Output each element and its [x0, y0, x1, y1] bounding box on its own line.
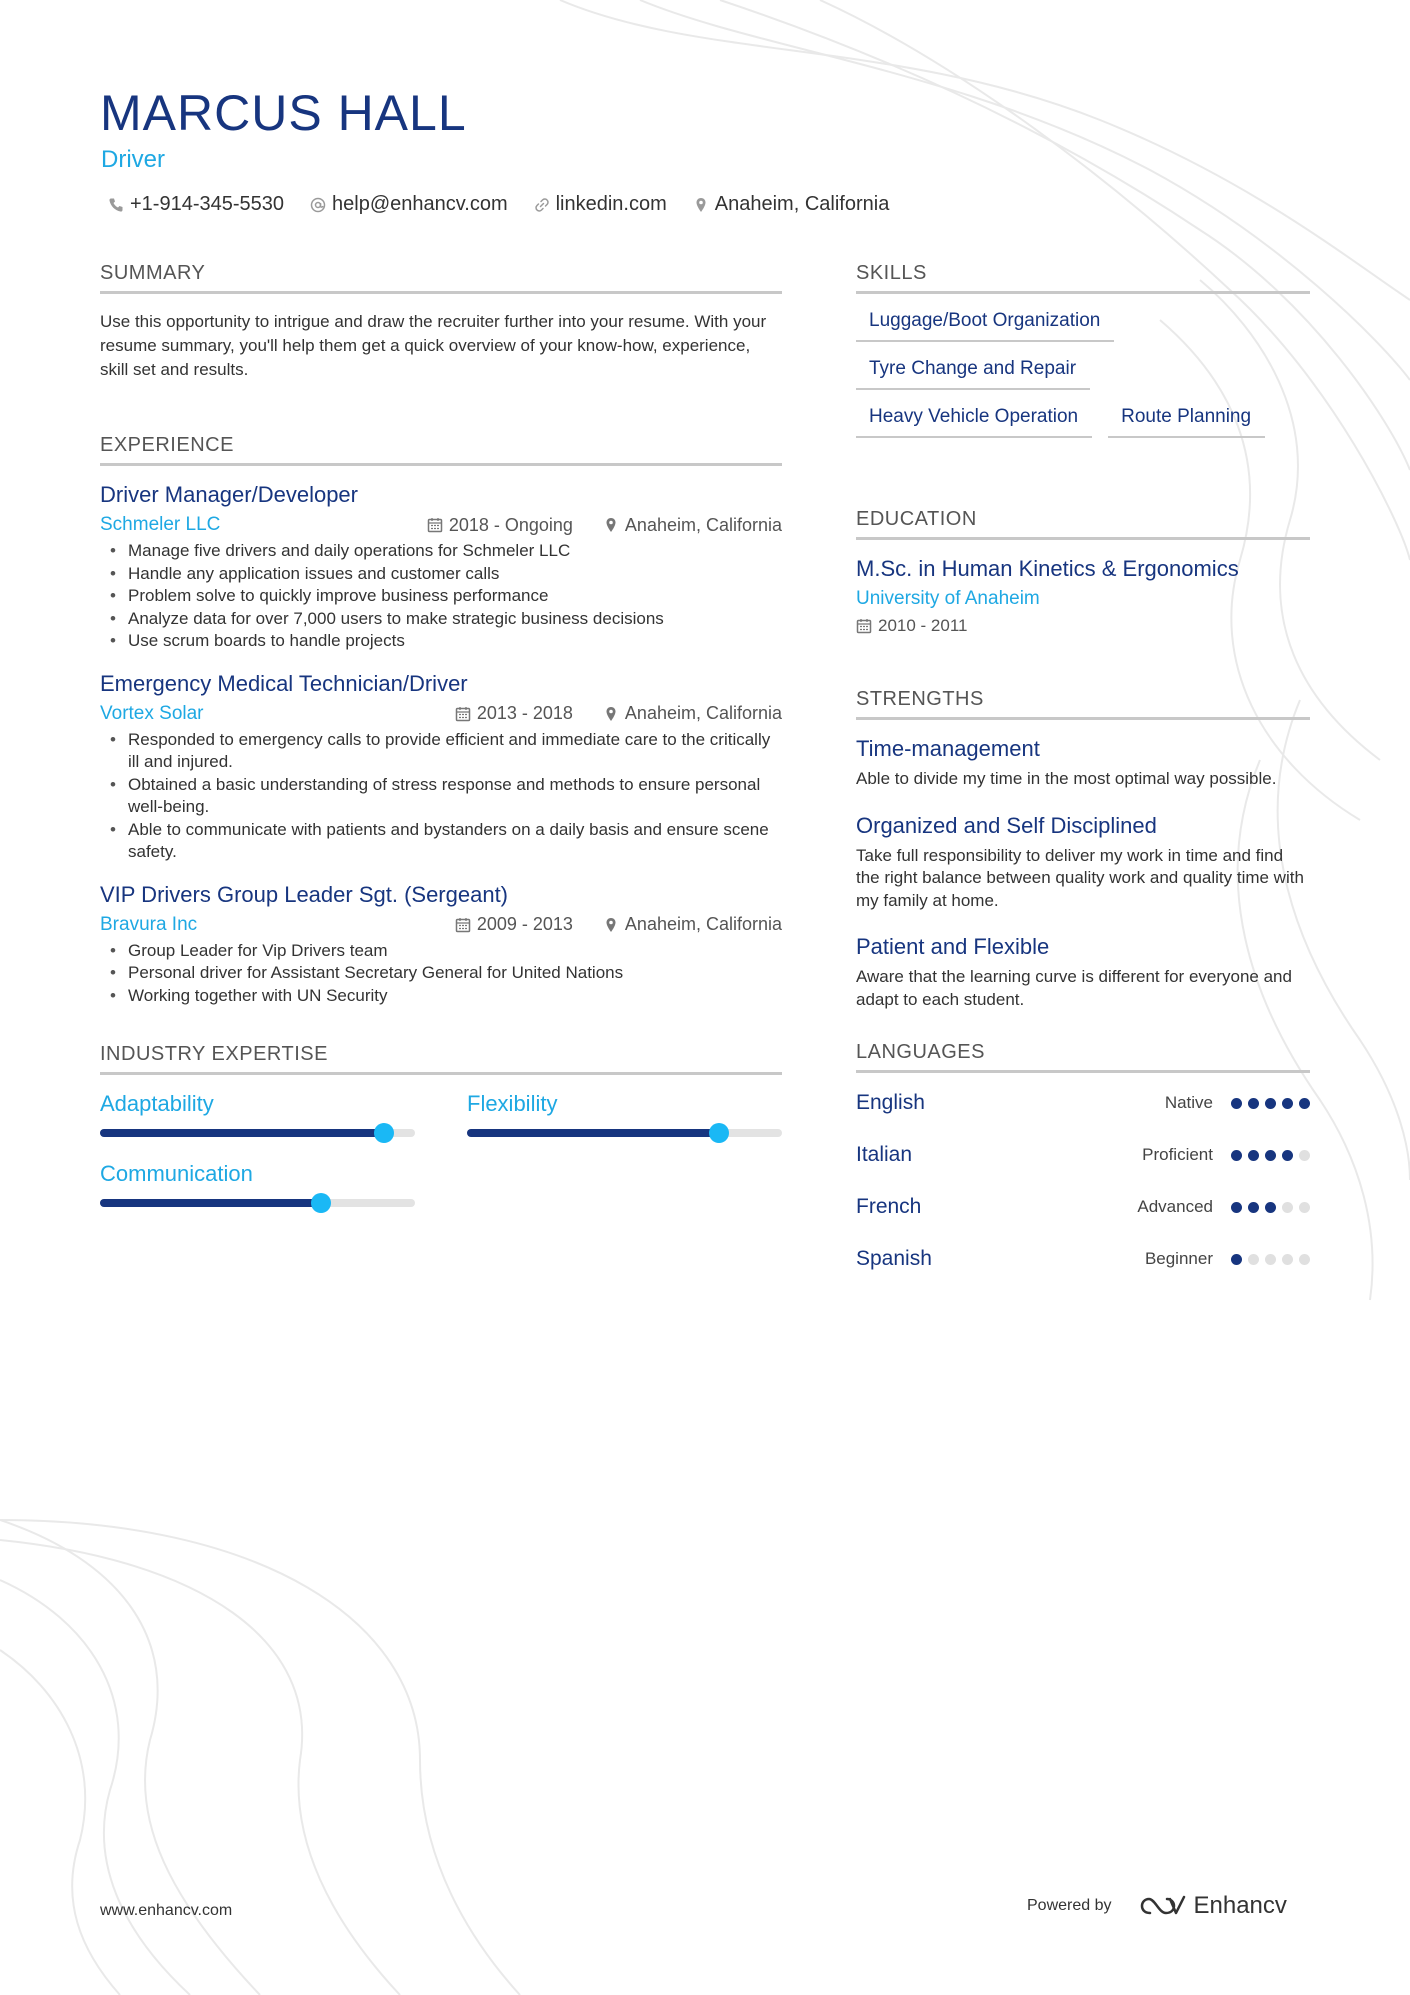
- contact-bar: [108, 193, 889, 216]
- language-proficiency: [1145, 1249, 1310, 1269]
- summary-text: Use this opportunity to intrigue and draw the recruiter further into your resume. With your resume summary, you'll help them get a quick overview of your know-how, experience, skill set and results.: [100, 312, 767, 379]
- experience-location-text: Anaheim, California: [624, 703, 782, 723]
- contact-linkedin[interactable]: [534, 193, 667, 216]
- enhancv-logo-icon: [1140, 1893, 1186, 1919]
- expertise-grid: [100, 1091, 782, 1207]
- language-row: [856, 1077, 1310, 1129]
- location-pin-icon: [603, 706, 619, 722]
- expertise-item: [100, 1161, 415, 1207]
- brand-name: Enhancv: [1193, 1892, 1287, 1919]
- language-dot: [1282, 1150, 1293, 1161]
- language-dot: [1265, 1150, 1276, 1161]
- contact-email[interactable]: [310, 193, 508, 216]
- location-pin-icon: [603, 517, 619, 533]
- powered-by-label: Powered by: [1027, 1897, 1112, 1914]
- contact-phone[interactable]: [108, 193, 284, 216]
- education-school: University of Anaheim: [856, 588, 1040, 609]
- expertise-bar: [100, 1129, 415, 1137]
- experience-dates: [455, 914, 573, 935]
- experience-dates: [427, 515, 573, 536]
- phone-text: +1-914-345-5530: [130, 193, 285, 215]
- experience-meta: [100, 514, 782, 536]
- experience-section: [100, 434, 782, 1007]
- experience-bullet: • Use scrum boards to handle projects: [100, 630, 782, 653]
- summary-heading: SUMMARY: [100, 262, 782, 294]
- language-dot: [1282, 1202, 1293, 1213]
- language-dot: [1231, 1254, 1242, 1265]
- strength-item: [856, 736, 1310, 791]
- experience-meta-right: [455, 914, 782, 935]
- strengths-section: [856, 688, 1310, 1011]
- strength-description: Able to divide my time in the most optimal way possible.: [856, 769, 1277, 788]
- language-dot: [1248, 1254, 1259, 1265]
- language-name: Italian: [856, 1143, 913, 1166]
- contact-location: [693, 193, 890, 216]
- right-column: [856, 262, 1310, 1285]
- experience-company: Vortex Solar: [100, 702, 204, 724]
- skill-tag: Tyre Change and Repair: [856, 358, 1090, 390]
- strength-title: Patient and Flexible: [856, 934, 1050, 959]
- strengths-list: [856, 736, 1310, 1011]
- education-degree: M.Sc. in Human Kinetics & Ergonomics: [856, 556, 1239, 581]
- experience-item: [100, 882, 782, 1008]
- language-dot: [1299, 1098, 1310, 1109]
- language-dot: [1282, 1254, 1293, 1265]
- experience-item: [100, 671, 782, 864]
- experience-list: [100, 482, 782, 1007]
- experience-bullet: • Obtained a basic understanding of stress response and methods to ensure personal well-being.: [100, 774, 782, 819]
- experience-dates-text: 2018 - Ongoing: [448, 514, 573, 535]
- language-dot: [1282, 1098, 1293, 1109]
- language-dot: [1248, 1150, 1259, 1161]
- skills-heading: SKILLS: [856, 262, 1310, 294]
- skills-section: [856, 262, 1310, 438]
- expertise-name: Flexibility: [467, 1091, 558, 1116]
- experience-bullet: • Personal driver for Assistant Secretary General for United Nations: [100, 962, 782, 985]
- strength-description: Take full responsibility to deliver my work in time and find the right balance between quality work and quality time with my family at home.: [856, 845, 1304, 910]
- education-dates-text: 2010 - 2011: [878, 616, 968, 635]
- expertise-name: Adaptability: [100, 1091, 214, 1116]
- calendar-icon: [856, 618, 872, 634]
- language-dots: [1231, 1098, 1310, 1109]
- skill-tag: Route Planning: [1108, 406, 1265, 438]
- experience-company: Schmeler LLC: [100, 514, 221, 535]
- expertise-bar-knob: [374, 1123, 394, 1143]
- experience-bullets: [100, 540, 782, 653]
- expertise-item: [100, 1091, 415, 1137]
- experience-bullet: • Manage five drivers and daily operations for Schmeler LLC: [100, 540, 782, 563]
- language-level: Native: [1164, 1093, 1213, 1112]
- language-level: Proficient: [1142, 1145, 1213, 1164]
- language-proficiency: [1165, 1093, 1310, 1113]
- language-dots: [1231, 1150, 1310, 1161]
- experience-role: Driver Manager/Developer: [100, 482, 358, 507]
- expertise-bar-fill: [100, 1199, 321, 1207]
- language-dots: [1231, 1202, 1310, 1213]
- experience-heading: EXPERIENCE: [100, 434, 782, 466]
- experience-location-text: Anaheim, California: [624, 514, 782, 535]
- experience-company: Bravura Inc: [100, 913, 198, 935]
- experience-bullet: • Group Leader for Vip Drivers team: [100, 940, 782, 963]
- expertise-bar-fill: [100, 1129, 384, 1137]
- calendar-icon: [427, 517, 443, 533]
- language-dot: [1299, 1254, 1310, 1265]
- expertise-bar: [467, 1129, 782, 1137]
- language-dot: [1231, 1098, 1242, 1109]
- expertise-bar-knob: [311, 1193, 331, 1213]
- at-icon: [310, 197, 326, 213]
- skill-tag: Heavy Vehicle Operation: [856, 406, 1092, 438]
- language-name: English: [856, 1091, 925, 1114]
- language-proficiency: [1142, 1145, 1310, 1165]
- language-name: French: [856, 1195, 922, 1218]
- language-dot: [1299, 1150, 1310, 1161]
- expertise-bar-knob: [709, 1123, 729, 1143]
- candidate-title: Driver: [101, 146, 165, 173]
- experience-meta-right: [427, 515, 782, 536]
- experience-location: [603, 515, 782, 536]
- experience-bullet: • Working together with UN Security: [100, 985, 782, 1008]
- strength-item: [856, 934, 1310, 1011]
- summary-section: [100, 262, 782, 382]
- experience-bullet: • Analyze data for over 7,000 users to make strategic business decisions: [100, 608, 782, 631]
- strength-description: Aware that the learning curve is different for everyone and adapt to each student.: [856, 967, 1292, 1009]
- language-row: [856, 1233, 1310, 1285]
- experience-location: [603, 703, 782, 724]
- strengths-heading: STRENGTHS: [856, 688, 1310, 720]
- languages-section: [856, 1041, 1310, 1285]
- calendar-icon: [455, 706, 471, 722]
- linkedin-text: linkedin.com: [555, 193, 667, 215]
- language-name: Spanish: [856, 1247, 932, 1270]
- education-heading: EDUCATION: [856, 508, 1310, 540]
- expertise-item: [467, 1091, 782, 1137]
- education-section: [856, 508, 1310, 636]
- skill-tag: Luggage/Boot Organization: [856, 310, 1114, 342]
- experience-item: [100, 482, 782, 653]
- language-dot: [1231, 1150, 1242, 1161]
- language-dot: [1248, 1202, 1259, 1213]
- email-text: help@enhancv.com: [332, 193, 508, 215]
- language-dot: [1248, 1098, 1259, 1109]
- footer-branding: [1027, 1892, 1287, 1920]
- language-dot: [1265, 1098, 1276, 1109]
- skills-list: [856, 310, 1310, 438]
- expertise-bar-fill: [467, 1129, 719, 1137]
- calendar-icon: [455, 917, 471, 933]
- phone-icon: [108, 197, 124, 213]
- strength-item: [856, 813, 1310, 913]
- location-pin-icon: [603, 917, 619, 933]
- experience-bullet: • Handle any application issues and customer calls: [100, 563, 782, 586]
- experience-dates-text: 2013 - 2018: [476, 703, 573, 723]
- experience-location: [603, 914, 782, 935]
- experience-meta: [100, 914, 782, 936]
- experience-bullet: • Problem solve to quickly improve business performance: [100, 585, 782, 608]
- experience-location-text: Anaheim, California: [624, 914, 782, 934]
- language-level: Beginner: [1144, 1249, 1213, 1268]
- experience-bullet: • Able to communicate with patients and bystanders on a daily basis and ensure scene safety.: [100, 819, 782, 864]
- language-dot: [1299, 1202, 1310, 1213]
- industry-expertise-heading: INDUSTRY EXPERTISE: [100, 1043, 782, 1075]
- experience-meta: [100, 703, 782, 725]
- candidate-name: MARCUS HALL: [100, 85, 467, 141]
- left-column: [100, 262, 782, 1207]
- expertise-bar: [100, 1199, 415, 1207]
- experience-role: VIP Drivers Group Leader Sgt. (Sergeant): [100, 881, 509, 907]
- language-level: Advanced: [1137, 1197, 1213, 1216]
- footer-website[interactable]: www.enhancv.com: [100, 1902, 233, 1919]
- experience-dates-text: 2009 - 2013: [476, 914, 573, 934]
- language-dot: [1231, 1202, 1242, 1213]
- location-pin-icon: [693, 197, 709, 213]
- experience-bullets: [100, 729, 782, 864]
- language-dot: [1265, 1254, 1276, 1265]
- experience-meta-right: [455, 703, 782, 724]
- languages-list: [856, 1077, 1310, 1285]
- experience-role: Emergency Medical Technician/Driver: [100, 670, 468, 696]
- language-row: [856, 1181, 1310, 1233]
- strength-title: Organized and Self Disciplined: [856, 812, 1157, 838]
- location-text: Anaheim, California: [714, 193, 890, 215]
- expertise-name: Communication: [100, 1161, 253, 1186]
- language-dot: [1265, 1202, 1276, 1213]
- education-dates: [856, 616, 1310, 636]
- strength-title: Time-management: [856, 736, 1040, 761]
- link-icon: [534, 197, 550, 213]
- language-dots: [1231, 1254, 1310, 1265]
- language-row: [856, 1129, 1310, 1181]
- languages-heading: LANGUAGES: [856, 1041, 1310, 1073]
- enhancv-logo[interactable]: [1140, 1892, 1287, 1920]
- experience-bullet: • Responded to emergency calls to provide efficient and immediate care to the critically ill and injured.: [100, 729, 782, 774]
- industry-expertise-section: [100, 1043, 782, 1207]
- experience-bullets: [100, 940, 782, 1008]
- language-proficiency: [1137, 1197, 1310, 1217]
- experience-dates: [455, 703, 573, 724]
